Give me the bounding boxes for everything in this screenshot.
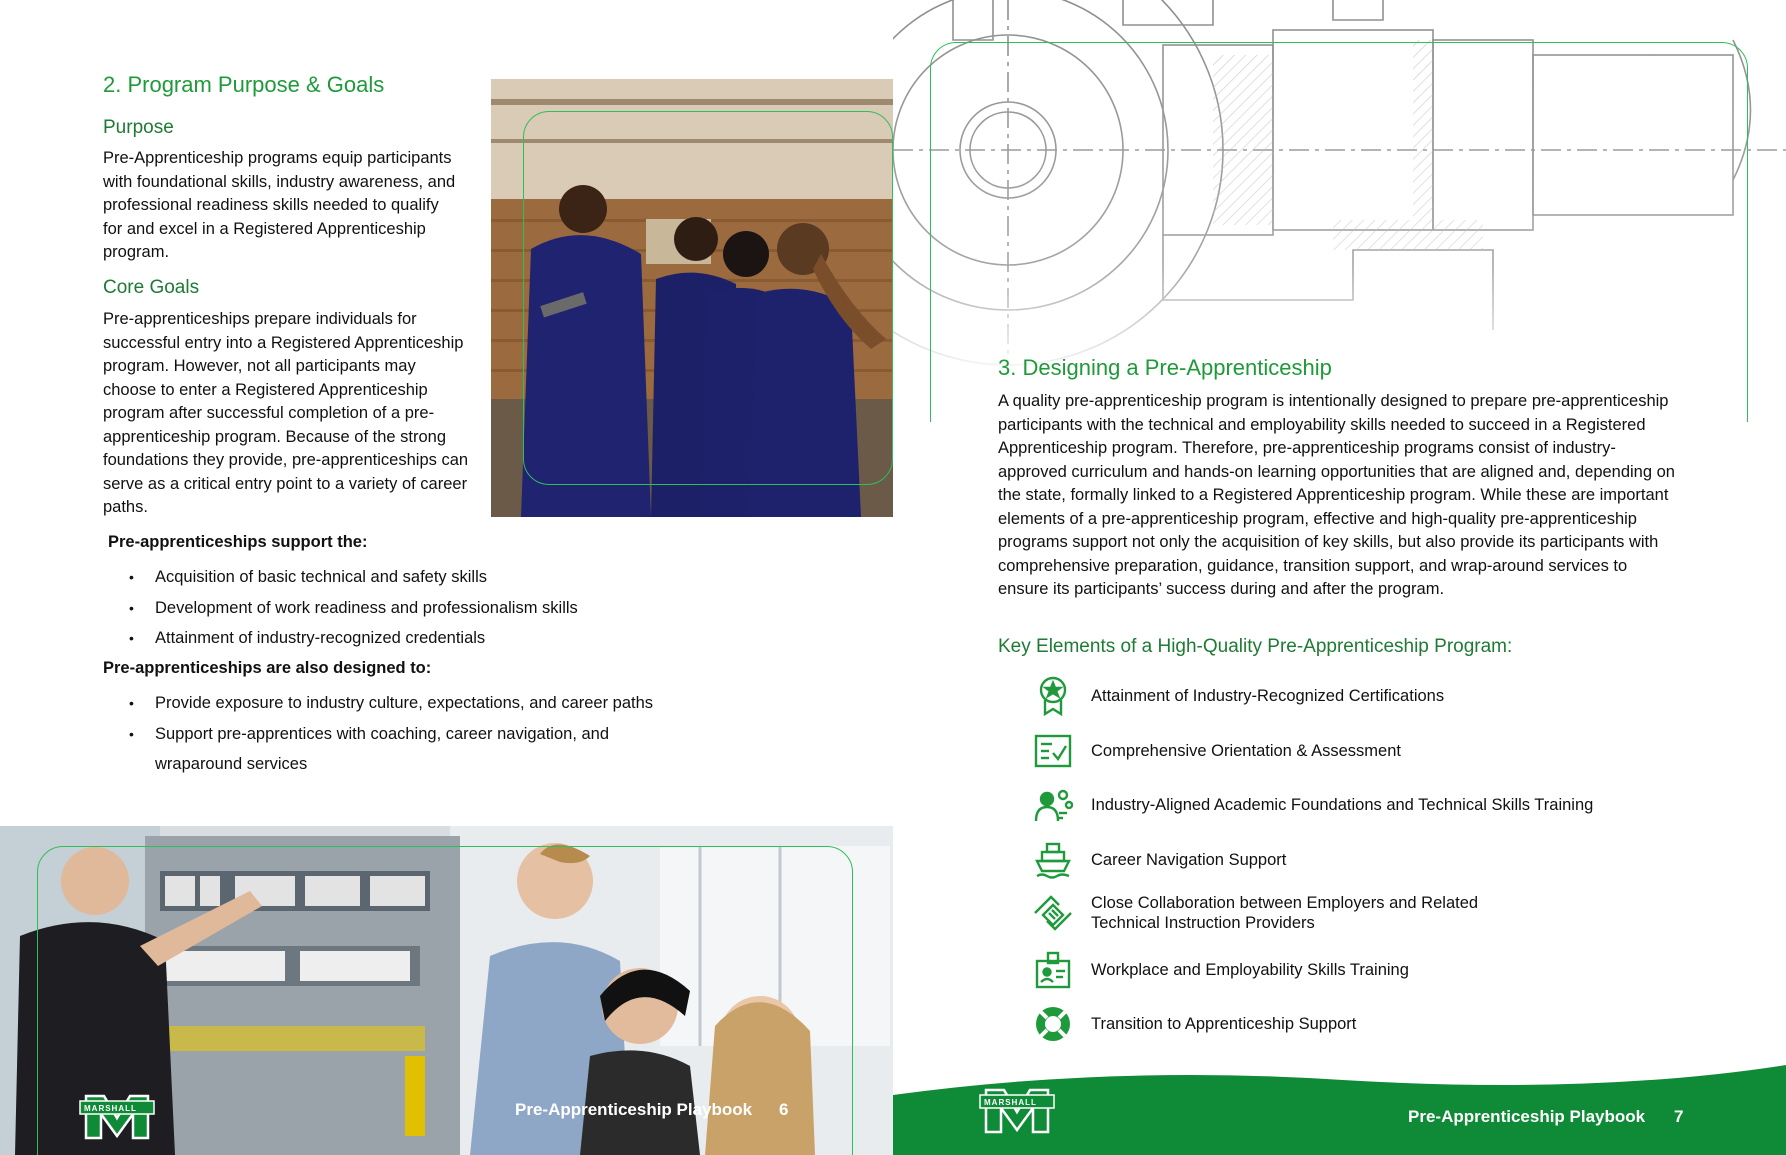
key-element-label: Close Collaboration between Employers and Related Technical Instruction Providers (1091, 894, 1479, 932)
logo-text: MARSHALL (984, 1098, 1037, 1107)
key-element-item (1033, 1004, 1356, 1044)
marshall-logo (978, 1078, 1056, 1136)
section-title: 2. Program Purpose & Goals (103, 72, 385, 97)
marshall-m-logo (978, 1078, 1056, 1136)
key-element-label: Transition to Apprenticeship Support (1091, 1015, 1357, 1033)
designed-list (103, 688, 703, 780)
page-number: 7 (1674, 1107, 1684, 1126)
marshall-m-logo (78, 1084, 156, 1142)
person-gears-icon (1033, 785, 1073, 825)
key-element-item (1033, 785, 1593, 825)
list-item: • Development of work readiness and professionalism skills (103, 593, 743, 624)
key-element-label: Comprehensive Orientation & Assessment (1091, 742, 1401, 760)
list-item: • Provide exposure to industry culture, expectations, and career paths (103, 688, 703, 719)
section-title: 3. Designing a Pre-Apprenticeship (998, 355, 1332, 380)
key-element-label: Workplace and Employability Skills Training (1091, 961, 1409, 979)
core-goals-heading: Core Goals (103, 277, 200, 298)
support-list (103, 562, 743, 654)
purpose-heading: Purpose (103, 117, 174, 138)
ship-icon (1033, 840, 1073, 880)
support-lead: Pre-apprenticeships support the: (108, 533, 368, 551)
key-element-label: Career Navigation Support (1091, 851, 1287, 869)
list-item: • Support pre-apprentices with coaching, career navigation, and wraparound services (103, 719, 643, 780)
classroom-photo (491, 79, 893, 517)
core-goals-text: Pre-apprenticeships prepare individuals for successful entry into a Registered Apprenticeship program. However, not all participants may choose to enter a Registered Apprenticeship program after successful completion of a pre-apprenticeship program. Because of the strong foundations they provide, pre-apprenticeships can serve as a critical entry point to a variety of career paths. (103, 310, 469, 516)
page-number: 6 (779, 1100, 789, 1119)
workshop-photo (0, 826, 893, 1155)
footer-title: Pre-Apprenticeship Playbook (1408, 1107, 1646, 1126)
key-element-item (1033, 893, 1511, 933)
marshall-logo (78, 1084, 156, 1142)
technical-drawing (893, 0, 1786, 380)
id-badge-icon (1033, 950, 1073, 990)
key-element-item (1033, 950, 1409, 990)
key-elements-heading: Key Elements of a High-Quality Pre-Apprenticeship Program: (998, 636, 1513, 657)
handshake-icon (1033, 893, 1073, 933)
purpose-text: Pre-Apprenticeship programs equip participants with foundational skills, industry awareness, and professional readiness skills needed to qualify for and excel in a Registered Apprenticeship program. (103, 149, 456, 261)
key-element-item (1033, 840, 1286, 880)
photo-frame (523, 111, 893, 485)
key-element-label: Industry-Aligned Academic Foundations and Technical Skills Training (1091, 796, 1594, 814)
intro-text: A quality pre-apprenticeship program is intentionally designed to prepare pre-apprenticeship participants with the technical and employability skills needed to succeed in a Registered Apprenticeship program. Therefore, pre-apprenticeship programs consist of industry-approved curriculum and hands-on learning opportunities that are aligned and, depending on the state, formally linked to a Registered Apprenticeship program. While these are important elements of a pre-apprenticeship program, effective and high-quality pre-apprenticeship programs support not only the acquisition of key skills, but also provide its participants with comprehensive preparation, guidance, transition support, and wrap-around services to ensure its participants’ success during and after the program. (998, 392, 1675, 598)
right-page (893, 0, 1786, 1155)
logo-text: MARSHALL (84, 1104, 137, 1113)
footer-title: Pre-Apprenticeship Playbook (515, 1100, 753, 1119)
list-item: • Attainment of industry-recognized credentials (103, 623, 743, 654)
key-element-item (1033, 731, 1401, 771)
key-element-label: Attainment of Industry-Recognized Certifications (1091, 687, 1445, 705)
designed-lead: Pre-apprenticeships are also designed to: (103, 659, 432, 677)
checklist-icon (1033, 731, 1073, 771)
key-element-item (1033, 676, 1444, 716)
certificate-badge-icon (1033, 676, 1073, 716)
list-item: • Acquisition of basic technical and safety skills (103, 562, 743, 593)
lifebuoy-icon (1033, 1004, 1073, 1044)
